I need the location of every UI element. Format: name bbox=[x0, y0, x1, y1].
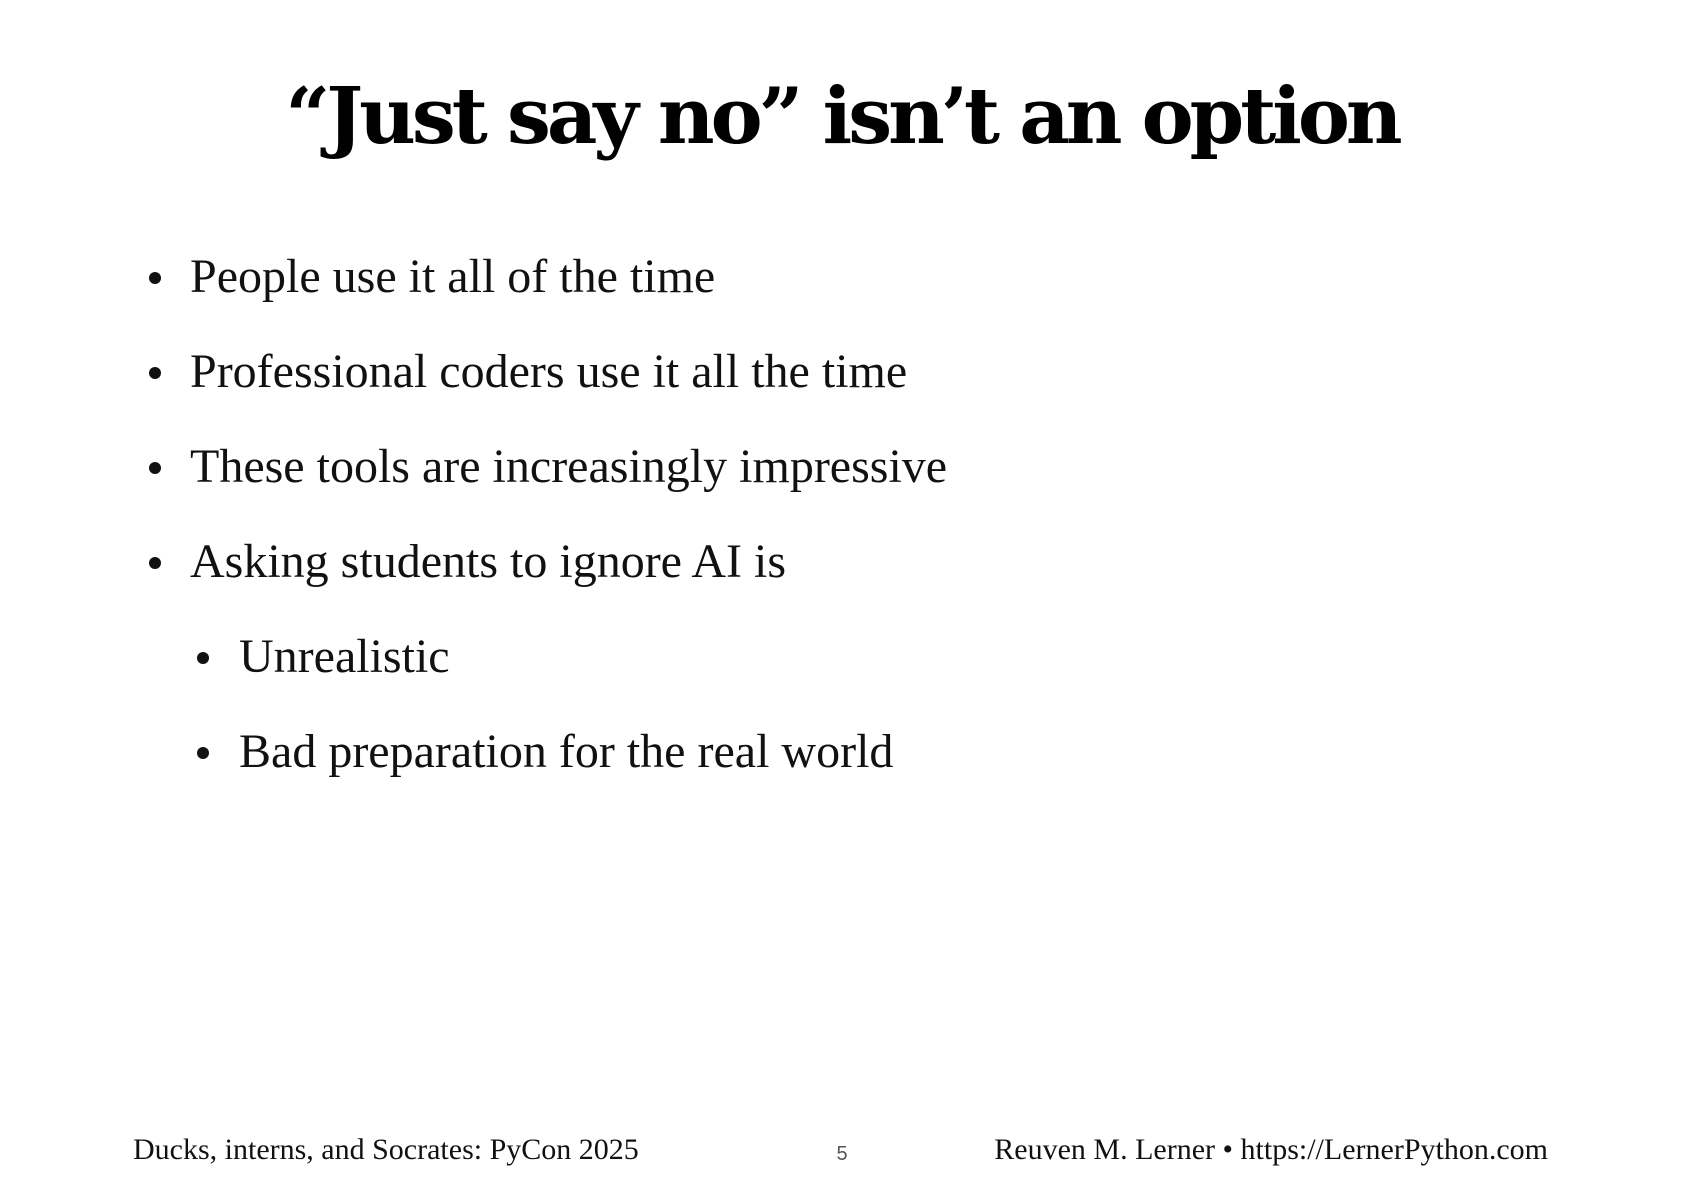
bullet-item bbox=[0, 532, 1684, 627]
bullet-text: These tools are increasingly impressive bbox=[190, 440, 948, 493]
sub-bullet-text: Unrealistic bbox=[239, 630, 450, 683]
bullet-dot-icon bbox=[197, 747, 209, 759]
bullet-dot-icon bbox=[149, 557, 161, 569]
slide-title: “Just say no” isn’t an option bbox=[285, 71, 1399, 162]
bullet-dot-icon bbox=[149, 367, 161, 379]
bullet-text: Professional coders use it all the time bbox=[190, 345, 908, 398]
bullet-text: Asking students to ignore AI is bbox=[190, 535, 786, 588]
bullet-item bbox=[0, 437, 1684, 532]
footer-talk-title: Ducks, interns, and Socrates: PyCon 2025 bbox=[133, 1133, 639, 1166]
page-number: 5 bbox=[836, 1143, 848, 1165]
sub-bullet-item bbox=[0, 722, 1684, 817]
bullet-item bbox=[0, 342, 1684, 437]
bullet-dot-icon bbox=[149, 462, 161, 474]
bullet-item bbox=[0, 247, 1684, 342]
bullet-dot-icon bbox=[149, 272, 161, 284]
sub-bullet-item bbox=[0, 627, 1684, 722]
footer-author: Reuven M. Lerner • https://LernerPython.com bbox=[994, 1133, 1548, 1166]
bullet-list bbox=[0, 247, 1684, 817]
bullet-text: People use it all of the time bbox=[190, 250, 716, 303]
bullet-dot-icon bbox=[197, 652, 209, 664]
sub-bullet-text: Bad preparation for the real world bbox=[239, 725, 894, 778]
